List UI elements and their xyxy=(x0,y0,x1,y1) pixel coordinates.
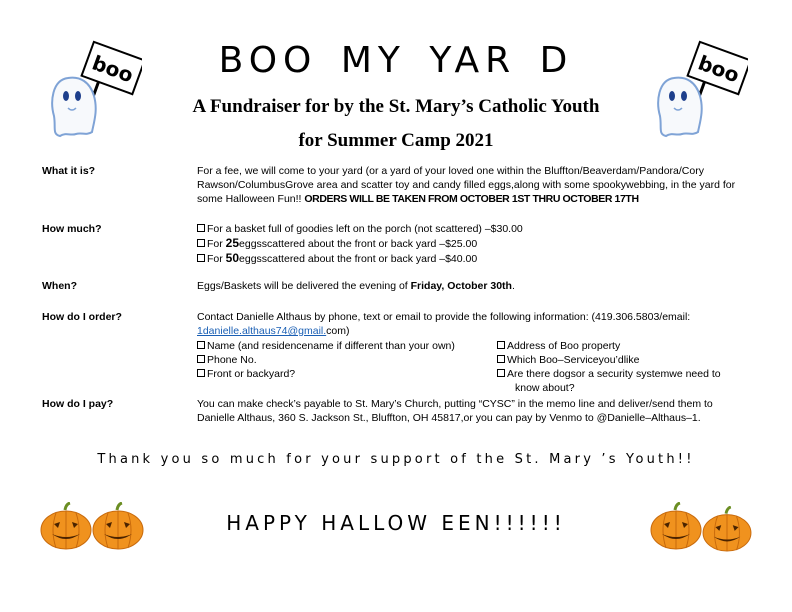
thank-you-message: Thank you so much for your support of the St. Mary ’s Youth!! xyxy=(97,452,695,467)
boo-sign-text: boo xyxy=(89,50,137,88)
checkbox-icon[interactable] xyxy=(497,355,505,363)
order-item-phone: Phone No. xyxy=(197,353,497,367)
how-much-label: How much? xyxy=(42,223,102,235)
checkbox-icon[interactable] xyxy=(197,254,205,262)
checkbox-icon[interactable] xyxy=(197,369,205,377)
what-it-is-label: What it is? xyxy=(42,165,96,177)
pumpkin-icon xyxy=(650,502,702,550)
order-instructions: Contact Danielle Althaus by phone, text or email to provide the following information: (419.306.5803/email: 1danielle.althaus74@gmail.com) xyxy=(197,311,691,337)
order-item-dogs: Are there dogsor a security systemwe need to xyxy=(497,367,752,381)
price-option-25-eggs: For 25eggsscattered about the front or back yard –$25.00 xyxy=(197,236,752,251)
delivery-date: Friday, October 30th xyxy=(410,280,512,292)
orders-deadline: ORDERS WILL BE TAKEN FROM OCTOBER 1ST THRU OCTOBER 17TH xyxy=(304,193,639,205)
email-link[interactable]: 1danielle.althaus74@gmail. xyxy=(197,325,327,337)
checkbox-icon[interactable] xyxy=(197,355,205,363)
happy-halloween-message: HAPPY HALLOW EEN!!!!!! xyxy=(226,511,566,535)
checkbox-icon[interactable] xyxy=(497,369,505,377)
how-to-order-label: How do I order? xyxy=(42,311,122,323)
subtitle-summer-camp: for Summer Camp 2021 xyxy=(298,130,494,151)
checkbox-icon[interactable] xyxy=(197,239,205,247)
order-item-dogs-cont: know about? xyxy=(515,382,575,394)
pumpkin-icon xyxy=(702,506,752,552)
subtitle-fundraiser: A Fundraiser for by the St. Mary’s Catholic Youth xyxy=(192,96,600,117)
price-option-50-eggs: For 50eggsscattered about the front or back yard –$40.00 xyxy=(197,251,752,266)
when-label: When? xyxy=(42,280,77,292)
payment-instructions: You can make check’s payable to St. Mary’s Church, putting “CYSC” in the memo line and deliver/send them to Danielle Althaus, 360 S. Jackson St., Bluffton, OH 45817,or you can pay by Venmo to @Danielle–Althaus–1. xyxy=(197,398,713,424)
price-option-basket: For a basket full of goodies left on the porch (not scattered) –$30.00 xyxy=(197,222,752,236)
order-item-service: Which Boo–Serviceyou’dlike xyxy=(497,353,752,367)
order-item-address: Address of Boo property xyxy=(497,339,752,353)
how-to-pay-label: How do I pay? xyxy=(42,398,114,410)
checkbox-icon[interactable] xyxy=(197,341,205,349)
checkbox-icon[interactable] xyxy=(197,224,205,232)
what-it-is-text: For a fee, we will come to your yard (or a yard of your loved one within the Bluffton/Beaverdam/Pandora/Cory Rawson/ColumbusGrove area and scatter toy and candy filled eggs,along with some spookywebbing, in the yard for some Halloween Fun!! ORDERS WILL BE TAKEN FROM OCTOBER 1ST THRU OCTOBER 17TH xyxy=(197,165,736,205)
order-item-name: Name (and residencename if different than your own) xyxy=(197,339,497,353)
checkbox-icon[interactable] xyxy=(497,341,505,349)
page-title: BOO MY YAR D xyxy=(218,40,574,81)
order-item-yard: Front or backyard? xyxy=(197,367,497,381)
boo-sign-text: boo xyxy=(695,50,743,88)
